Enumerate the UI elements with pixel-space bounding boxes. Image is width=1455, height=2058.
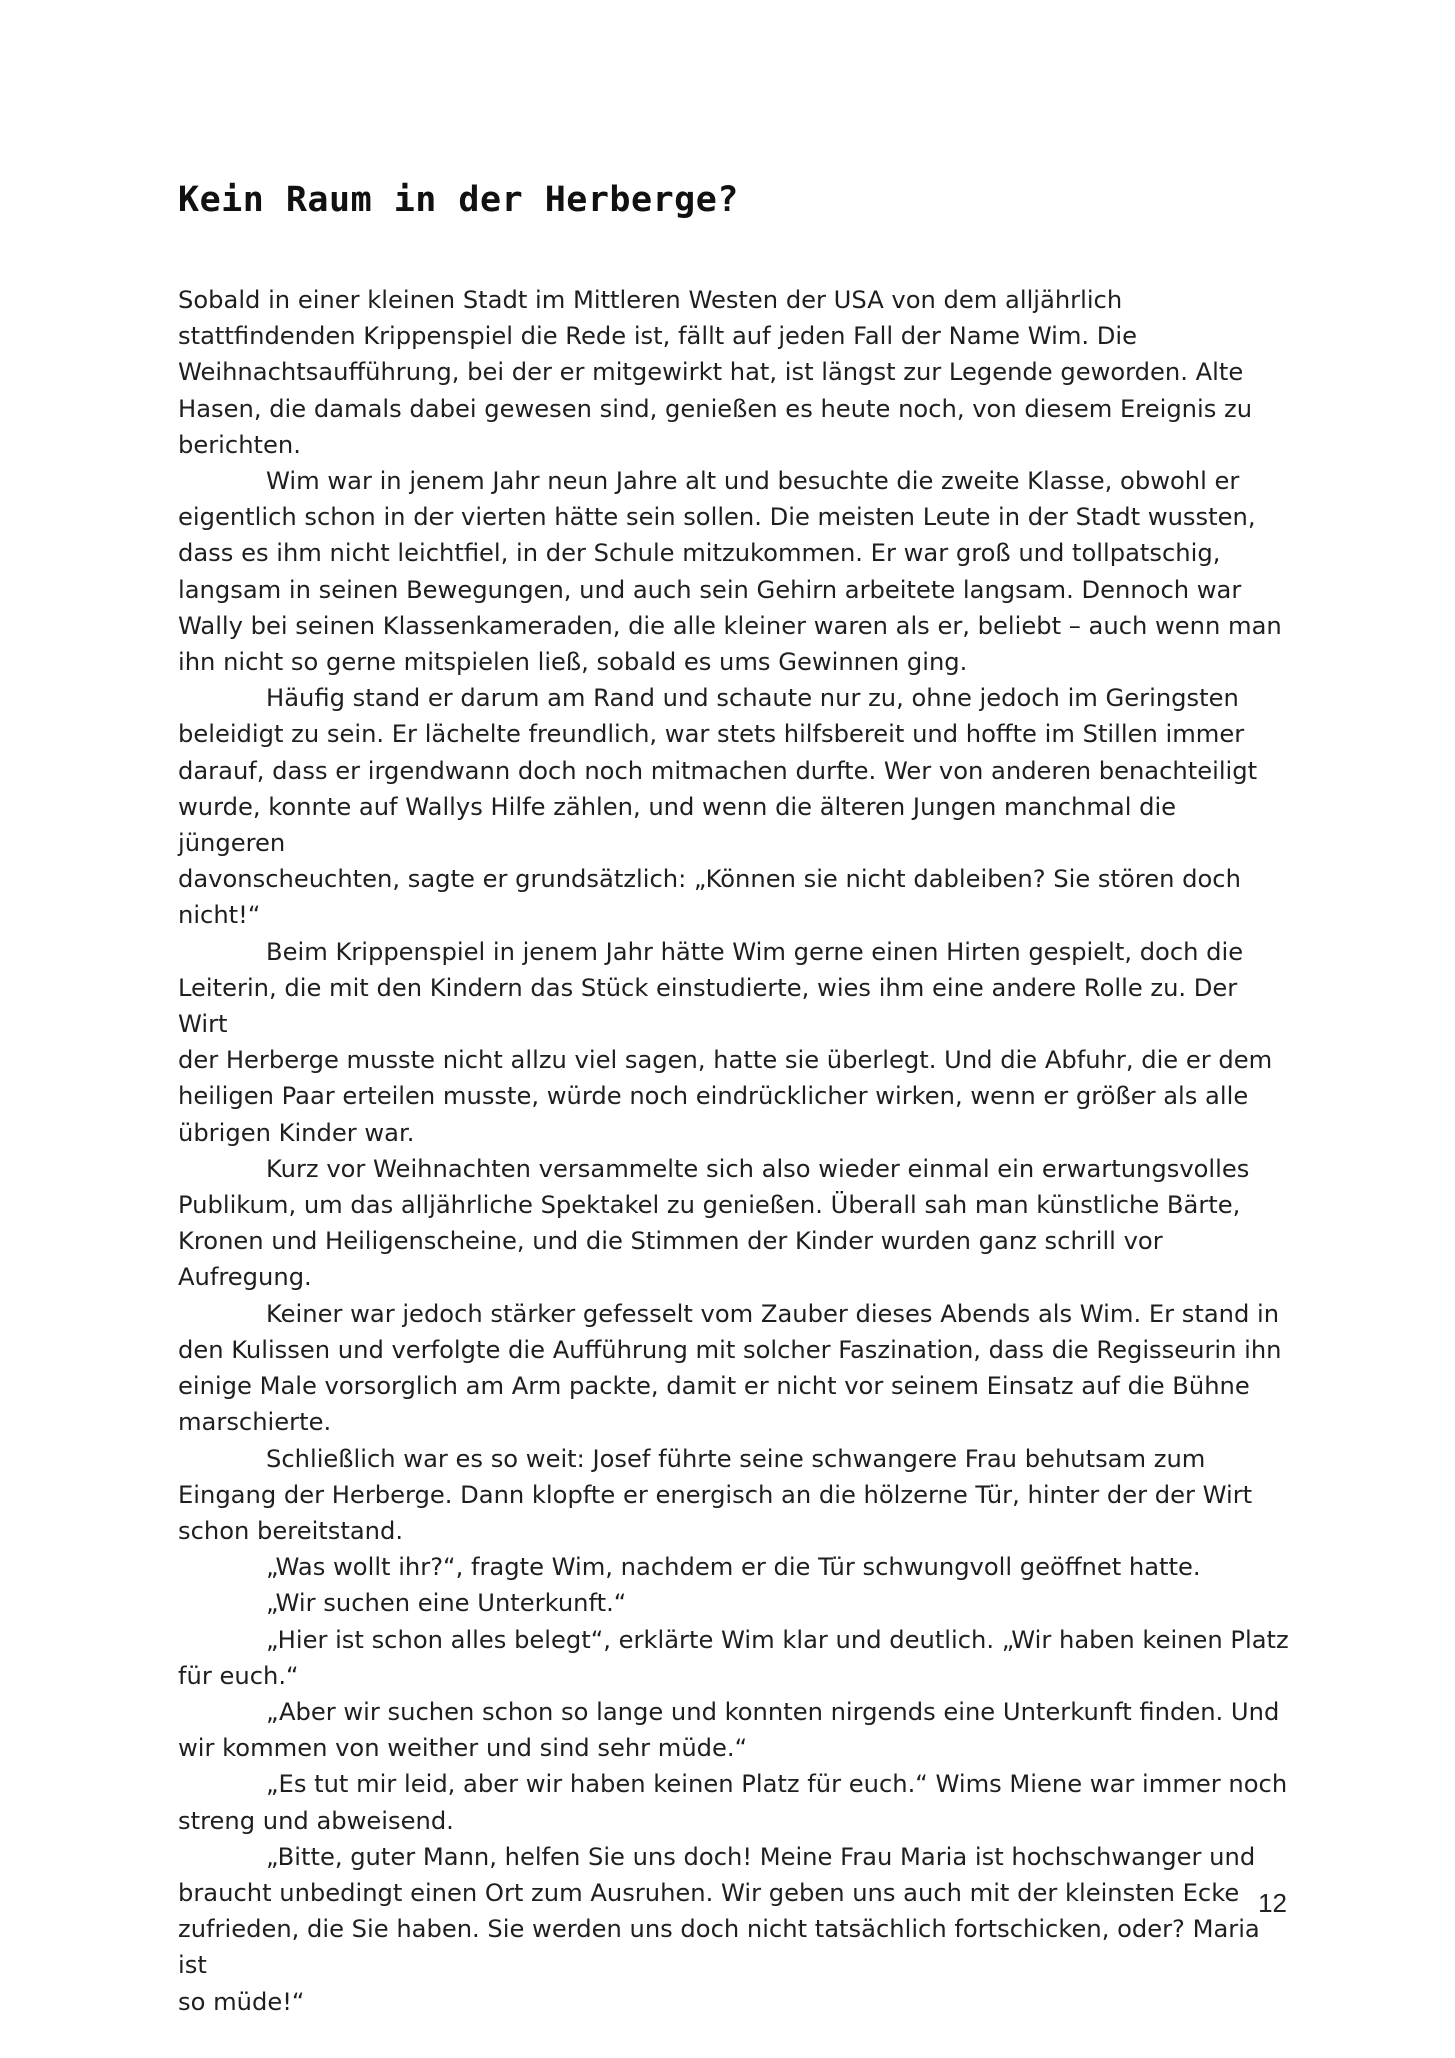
paragraph: Wim war in jenem Jahr neun Jahre alt und besuchte die zweite Klasse, obwohl er eigentlich schon in der vierten hätte sein sollen. Die meisten Leute in der Stadt wussten, dass es ihm nicht leichtfiel, in der Schule mitzukommen. Er war groß und tollpatschig, langsam in seinen Bewegungen, und auch sein Gehirn arbeitete langsam. Dennoch war Wally bei seinen Klassenkameraden, die alle kleiner waren als er, beliebt – auch wenn man ihn nicht so gerne mitspielen ließ, sobald es ums Gewinnen ging. (178, 467, 1282, 677)
body-text (178, 282, 1290, 2020)
paragraph: Sobald in einer kleinen Stadt im Mittleren Westen der USA von dem alljährlich stattfindenden Krippenspiel die Rede ist, fällt auf jeden Fall der Name Wim. Die Weihnachtsaufführung, bei der er mitgewirkt hat, ist längst zur Legende geworden. Alte Hasen, die damals dabei gewesen sind, genießen es heute noch, von diesem Ereignis zu berichten. (178, 286, 1253, 459)
paragraph: „Bitte, guter Mann, helfen Sie uns doch! Meine Frau Maria ist hochschwanger und braucht unbedingt einen Ort zum Ausruhen. Wir geben uns auch mit der kleinsten Ecke zufrieden, die Sie haben. Sie werden uns doch nicht tatsächlich fortschicken, oder? Maria ist so müde!“ (178, 1842, 1260, 2016)
paragraph: „Hier ist schon alles belegt“, erklärte Wim klar und deutlich. „Wir haben keinen Platz für euch.“ (178, 1625, 1289, 1690)
paragraph: Beim Krippenspiel in jenem Jahr hätte Wim gerne einen Hirten gespielt, doch die Leiterin, die mit den Kindern das Stück einstudierte, wies ihm eine andere Rolle zu. Der Wirt der Herberge musste nicht allzu viel sagen, hatte sie überlegt. Und die Abfuhr, die er dem heiligen Paar erteilen musste, würde noch eindrücklicher wirken, wenn er größer als alle übrigen Kinder war. (178, 937, 1273, 1147)
paragraph: „Aber wir suchen schon so lange und konnten nirgends eine Unterkunft finden. Und wir kommen von weither und sind sehr müde.“ (178, 1697, 1280, 1763)
page-number: 12 (1258, 1888, 1287, 1918)
paragraph: Häufig stand er darum am Rand und schaute nur zu, ohne jedoch im Geringsten beleidigt zu sein. Er lächelte freundlich, war stets hilfsbereit und hoffte im Stillen immer darauf, dass er irgendwann doch noch mitmachen durfte. Wer von anderen benachteiligt wurde, konnte auf Wallys Hilfe zählen, und wenn die älteren Jungen manchmal die jüngeren davonscheuchten, sagte er grundsätzlich: „Können sie nicht dableiben? Sie stören doch nicht!“ (178, 684, 1258, 930)
paragraph: Keiner war jedoch stärker gefesselt vom Zauber dieses Abends als Wim. Er stand in den Kulissen und verfolgte die Aufführung mit solcher Faszination, dass die Regisseurin ihn einige Male vorsorglich am Arm packte, damit er nicht vor seinem Einsatz auf die Bühne marschierte. (178, 1299, 1282, 1437)
paragraph: „Wir suchen eine Unterkunft.“ (266, 1589, 627, 1618)
paragraph: „Es tut mir leid, aber wir haben keinen Platz für euch.“ Wims Miene war immer noch streng und abweisend. (178, 1770, 1288, 1835)
page-title: Kein Raum in der Herberge? (178, 180, 739, 220)
paragraph: Kurz vor Weihnachten versammelte sich also wieder einmal ein erwartungsvolles Publikum, um das alljährliche Spektakel zu genießen. Überall sah man künstliche Bärte, Kronen und Heiligenscheine, und die Stimmen der Kinder wurden ganz schrill vor Aufregung. (178, 1154, 1250, 1292)
paragraph: „Was wollt ihr?“, fragte Wim, nachdem er die Tür schwungvoll geöffnet hatte. (266, 1553, 1201, 1582)
paragraph: Schließlich war es so weit: Josef führte seine schwangere Frau behutsam zum Eingang der Herberge. Dann klopfte er energisch an die hölzerne Tür, hinter der der Wirt schon bereitstand. (178, 1444, 1253, 1545)
